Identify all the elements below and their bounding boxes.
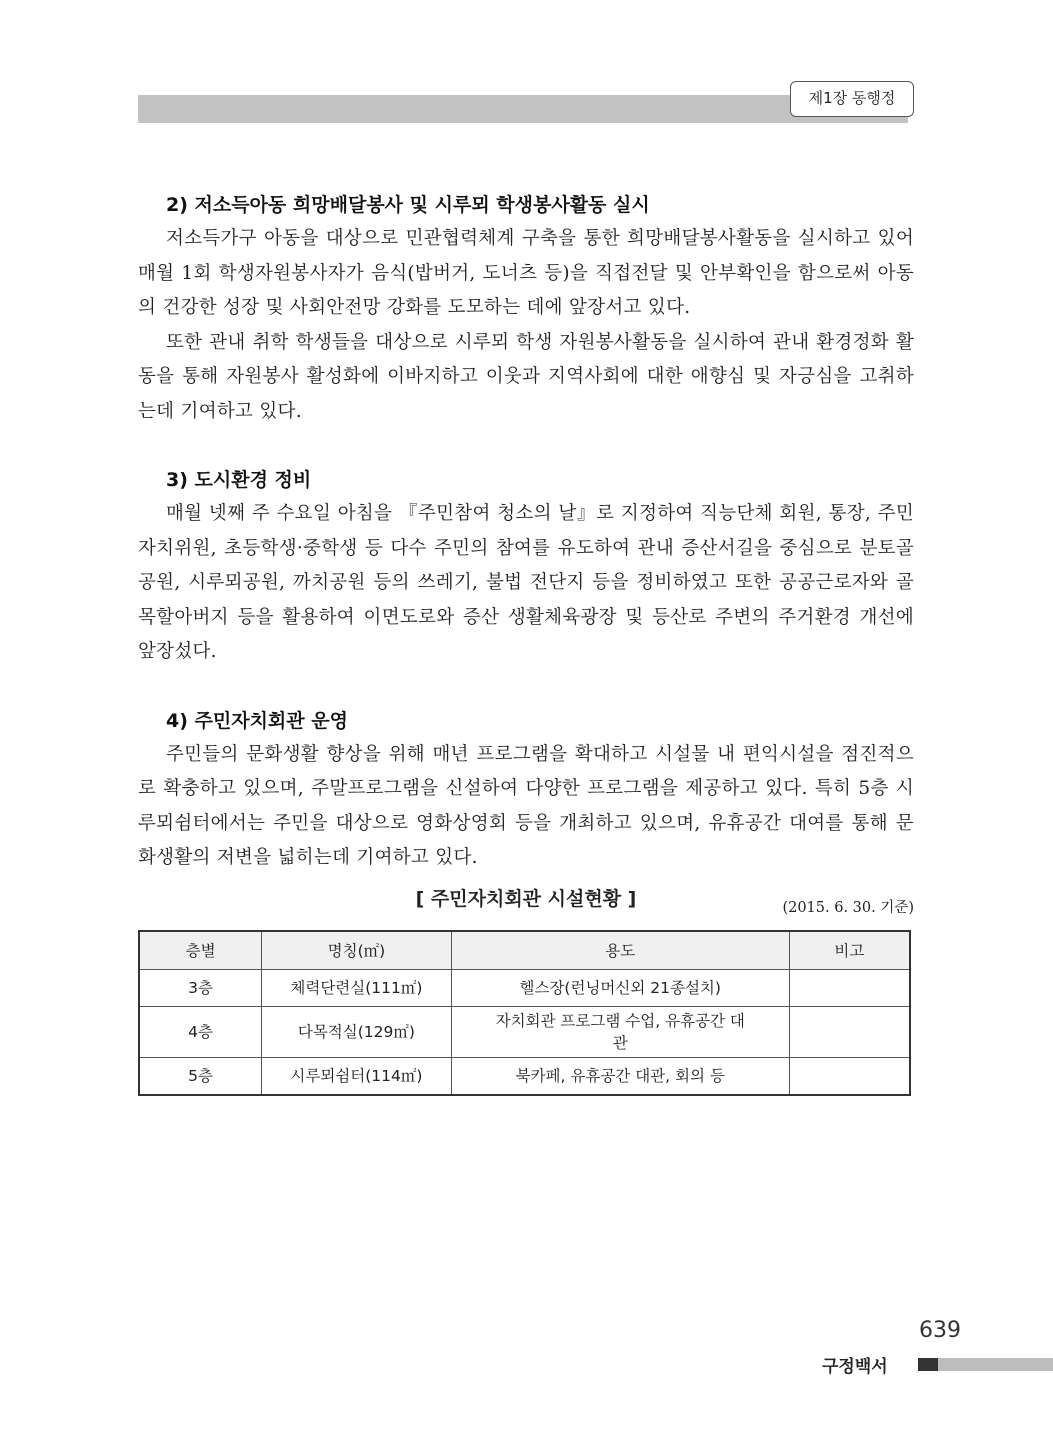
cell-floor: 4층	[139, 1006, 262, 1057]
paragraph: 매월 넷째 주 수요일 아침을 『주민참여 청소의 날』로 지정하여 직능단체 회원, 통장, 주민자치위원, 초등학생·중학생 등 다수 주민의 참여를 유도하여 관내 증산서길을 중심으로 분토골공원, 시루뫼공원, 까치공원 등의 쓰레기, 불법 전단지 등을 정비하였고 또한 공공근로자와 골목할아버지 등을 활용하여 이면도로와 증산 생활체육광장 및 등산로 주변의 주거환경 개선에 앞장섰다.	[138, 503, 914, 662]
cell-usage: 자치회관 프로그램 수업, 유휴공간 대관	[451, 1006, 789, 1057]
page-number: 639	[919, 1318, 961, 1343]
facility-table	[138, 930, 911, 1096]
cell-name: 다목적실(129㎡)	[262, 1006, 452, 1057]
section-community-center	[138, 704, 914, 876]
table-row	[139, 1006, 910, 1057]
table-header-row	[139, 931, 910, 970]
paragraph: 저소득가구 아동을 대상으로 민관협력체계 구축을 통한 희망배달봉사활동을 실시하고 있어 매월 1회 학생자원봉사자가 음식(밥버거, 도너츠 등)을 직접전달 및 안부확인을 함으로써 아동의 건강한 성장 및 사회안전망 강화를 도모하는 데에 앞장서고 있다.	[138, 228, 914, 318]
footer-bar	[938, 1358, 1053, 1371]
book-title: 구정백서	[822, 1357, 888, 1377]
cell-name: 체력단련실(111㎡)	[262, 969, 452, 1006]
table-date-note: (2015. 6. 30. 기준)	[782, 899, 914, 916]
content	[138, 188, 914, 1096]
header-name: 명칭(㎡)	[262, 931, 452, 970]
table-row	[139, 969, 910, 1006]
table-row	[139, 1057, 910, 1095]
header-floor: 층별	[139, 931, 262, 970]
cell-usage: 북카페, 유휴공간 대관, 회의 등	[451, 1057, 789, 1095]
cell-usage: 헬스장(런닝머신외 21종설치)	[451, 969, 789, 1006]
cell-note	[789, 969, 910, 1006]
section-environment	[138, 463, 914, 670]
cell-floor: 3층	[139, 969, 262, 1006]
paragraph: 또한 관내 취학 학생들을 대상으로 시루뫼 학생 자원봉사활동을 실시하여 관내 환경정화 활동을 통해 자원봉사 활성화에 이바지하고 이웃과 지역사회에 대한 애향심 및 자긍심을 고취하는데 기여하고 있다.	[138, 331, 914, 422]
table-title: [ 주민자치회관 시설현황 ]	[415, 887, 637, 910]
paragraph: 주민들의 문화생활 향상을 위해 매년 프로그램을 확대하고 시설물 내 편익시설을 점진적으로 확충하고 있으며, 주말프로그램을 신설하여 다양한 프로그램을 제공하고 있다. 특히 5층 시루뫼쉼터에서는 주민을 대상으로 영화상영회 등을 개최하고 있으며, 유휴공간 대여를 통해 문화생활의 저변을 넓히는데 기여하고 있다.	[138, 743, 914, 868]
header-usage: 용도	[451, 931, 789, 970]
section-volunteer	[138, 188, 914, 429]
chapter-tab: 제1장 동행정	[790, 81, 914, 117]
table-heading	[138, 884, 914, 918]
footer-block	[918, 1358, 938, 1371]
cell-floor: 5층	[139, 1057, 262, 1095]
section-title: 4) 주민자치회관 운영	[166, 709, 348, 732]
header-note: 비고	[789, 931, 910, 970]
cell-name: 시루뫼쉼터(114㎡)	[262, 1057, 452, 1095]
section-title: 2) 저소득아동 희망배달봉사 및 시루뫼 학생봉사활동 실시	[166, 194, 650, 216]
section-title: 3) 도시환경 정비	[166, 469, 312, 491]
cell-note	[789, 1006, 910, 1057]
cell-note	[789, 1057, 910, 1095]
